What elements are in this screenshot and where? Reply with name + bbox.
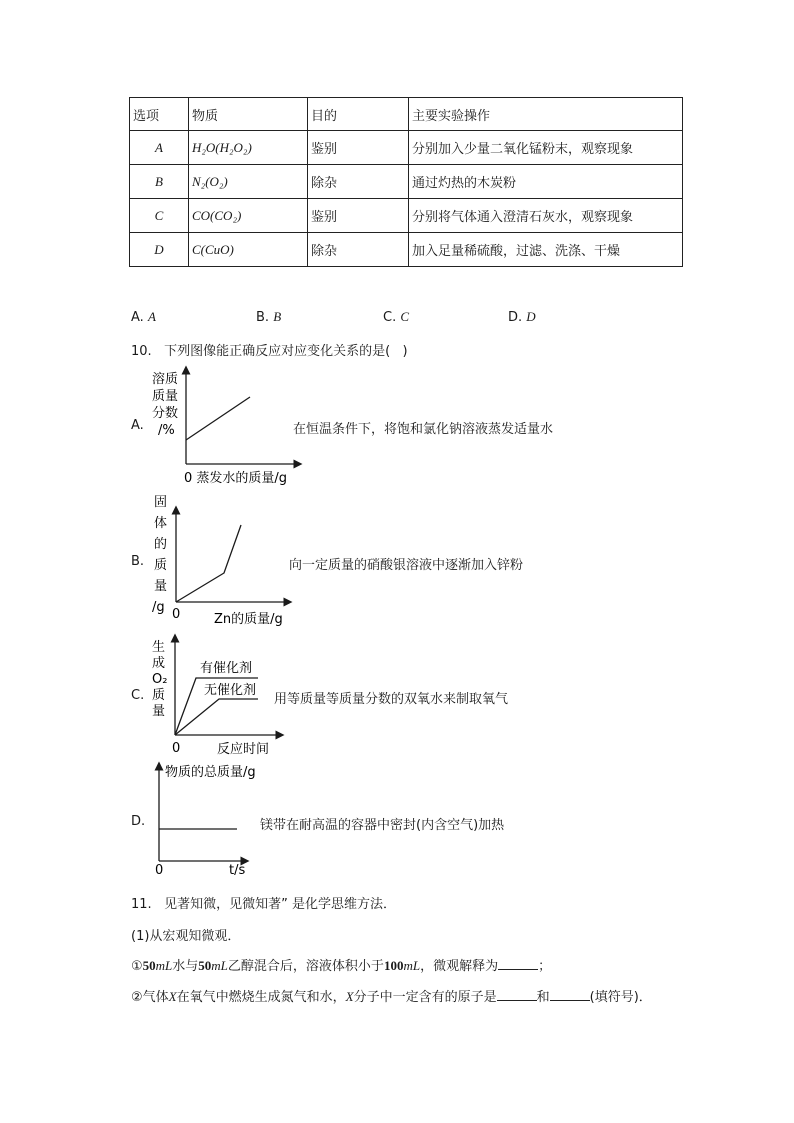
table-cell-substance: N₂(O₂)	[189, 165, 308, 199]
graph-line	[186, 397, 250, 440]
table-cell-option: C	[130, 199, 189, 233]
origin-label-d: 0	[155, 863, 164, 878]
y-axis-label-b: 固体的质量/g	[152, 495, 168, 615]
q10-graph-b	[148, 492, 298, 632]
table-row	[130, 131, 683, 165]
y-axis-label-c: 生成 O₂ 质量	[152, 640, 168, 719]
x-axis-label-c: 反应时间	[217, 742, 270, 757]
answer-blank-1[interactable]	[498, 957, 538, 970]
question-11-item1: ①50mL水与50mL乙醇混合后，溶液体积小于100mL，微观解释为 ；	[131, 958, 552, 974]
table-cell-operation: 通过灼热的木炭粉	[409, 165, 683, 199]
answer-blank-2[interactable]	[497, 988, 537, 1001]
table-cell-substance: C(CuO)	[189, 233, 308, 267]
question-11-item2: ②气体X在氧气中燃烧生成氮气和水，X分子中一定含有的原子是 和 (填符号)．	[131, 989, 652, 1005]
table-row	[130, 233, 683, 267]
table-cell-operation: 分别将气体通入澄清石灰水，观察现象	[409, 199, 683, 233]
table-cell-substance: H₂O(H₂O₂)	[189, 131, 308, 165]
table-cell-purpose: 鉴别	[308, 131, 409, 165]
graph-line-no-catalyst	[175, 699, 258, 735]
options-table	[129, 97, 683, 267]
table-cell-option: D	[130, 233, 189, 267]
table-row	[130, 199, 683, 233]
q10-option-a-label[interactable]: A.	[131, 418, 144, 433]
q10-option-a-description: 在恒温条件下，将饱和氯化钠溶液蒸发适量水	[293, 422, 554, 437]
q10-graph-d	[148, 760, 278, 878]
q10-option-b-description: 向一定质量的硝酸银溶液中逐渐加入锌粉	[289, 558, 524, 573]
line-label-catalyst: 有催化剂	[200, 661, 253, 676]
question-11-stem: 11. 见著知微，见微知著” 是化学思维方法．	[131, 897, 396, 912]
q10-option-b-label[interactable]: B.	[131, 554, 145, 569]
answer-blank-3[interactable]	[550, 988, 590, 1001]
q10-graph-a	[148, 364, 308, 490]
choice-c[interactable]: C. C	[383, 309, 410, 325]
question-10-stem: 10. 下列图像能正确反应对应变化关系的是( )	[131, 344, 408, 359]
table-cell-substance: CO(CO₂)	[189, 199, 308, 233]
table-cell-operation: 加入足量稀硫酸，过滤、洗涤、干燥	[409, 233, 683, 267]
choice-a[interactable]: A. A	[131, 309, 156, 325]
choice-b[interactable]: B. B	[256, 309, 282, 325]
y-axis-label-d: 物质的总质量/g	[165, 765, 256, 780]
table-cell-operation: 分别加入少量二氧化锰粉末，观察现象	[409, 131, 683, 165]
q10-graph-c	[148, 632, 288, 760]
table-cell-option: A	[130, 131, 189, 165]
table-row	[130, 165, 683, 199]
y-axis-label-a: 溶质质量分数/%	[152, 372, 179, 438]
table-header: 选项	[130, 98, 189, 131]
table-cell-purpose: 除杂	[308, 165, 409, 199]
graph-line	[176, 525, 241, 602]
origin-label-c: 0	[172, 741, 181, 756]
table-header: 目的	[308, 98, 409, 131]
q10-option-d-description: 镁带在耐高温的容器中密封(内含空气)加热	[260, 818, 505, 833]
q10-option-d-label[interactable]: D.	[131, 814, 146, 829]
line-label-no-catalyst: 无催化剂	[204, 683, 257, 698]
table-header: 主要实验操作	[409, 98, 683, 131]
table-cell-purpose: 除杂	[308, 233, 409, 267]
table-cell-option: B	[130, 165, 189, 199]
x-axis-label-d: t/s	[229, 863, 246, 878]
table-header: 物质	[189, 98, 308, 131]
question-11-part1: (1)从宏观知微观．	[131, 929, 241, 944]
x-axis-label-b: Zn的质量/g	[214, 612, 283, 627]
q10-option-c-label[interactable]: C.	[131, 688, 145, 703]
table-cell-purpose: 鉴别	[308, 199, 409, 233]
x-axis-label-a: 0 蒸发水的质量/g	[184, 471, 288, 486]
table-header-row	[130, 98, 683, 131]
q10-option-c-description: 用等质量等质量分数的双氧水来制取氧气	[274, 692, 509, 707]
origin-label-b: 0	[172, 607, 181, 622]
choice-d[interactable]: D. D	[508, 309, 536, 325]
